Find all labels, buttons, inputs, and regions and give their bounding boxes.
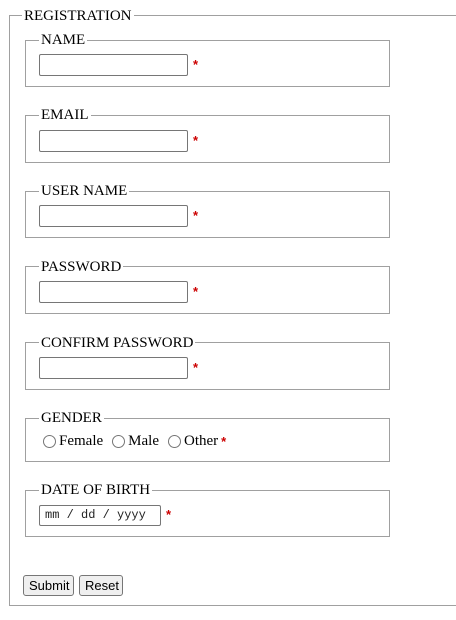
confirm-password-required-marker: *: [193, 360, 199, 375]
name-required-marker: *: [193, 57, 199, 72]
gender-male-radio[interactable]: [112, 435, 125, 448]
reset-button[interactable]: Reset: [79, 575, 123, 596]
password-required-marker: *: [193, 284, 199, 299]
gender-radio-group: [43, 432, 226, 450]
username-required-marker: *: [193, 208, 199, 223]
registration-legend: REGISTRATION: [24, 8, 132, 24]
confirm-password-label: CONFIRM PASSWORD: [41, 335, 194, 351]
gender-required-marker: *: [221, 433, 227, 449]
gender-female-label[interactable]: Female: [59, 433, 104, 449]
password-input[interactable]: [39, 281, 188, 303]
email-input[interactable]: [39, 130, 188, 152]
username-input[interactable]: [39, 205, 188, 227]
email-required-marker: *: [193, 133, 199, 148]
gender-other-radio[interactable]: [168, 435, 181, 448]
name-label: NAME: [41, 32, 86, 48]
gender-female-radio[interactable]: [43, 435, 56, 448]
username-label: USER NAME: [41, 183, 128, 199]
email-label: EMAIL: [41, 107, 89, 123]
dob-required-marker: *: [166, 507, 172, 522]
gender-label: GENDER: [41, 410, 102, 426]
dob-label: DATE OF BIRTH: [41, 482, 151, 498]
dob-input[interactable]: mm / dd / yyyy: [39, 505, 161, 526]
password-label: PASSWORD: [41, 259, 122, 275]
submit-button[interactable]: Submit: [23, 575, 74, 596]
name-input[interactable]: [39, 54, 188, 76]
gender-other-label[interactable]: Other: [183, 433, 219, 449]
confirm-password-input[interactable]: [39, 357, 188, 379]
gender-male-label[interactable]: Male: [128, 433, 159, 449]
